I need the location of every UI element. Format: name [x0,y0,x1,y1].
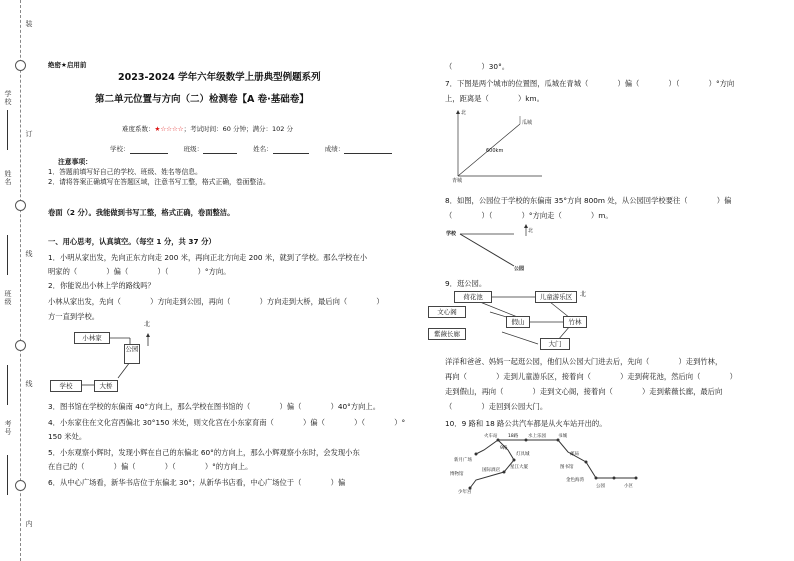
binding-side-label: 考号 [4,420,12,436]
question-line: 再向（ ）走到儿童游乐区，接着向（ ）走到荷花池，然后向（ ） [445,372,737,381]
q9-bamboo: 竹林 [563,316,587,328]
q7-distance: 600km [486,148,504,154]
binding-side-blank [7,235,8,275]
q2-home-box: 小林家 [74,332,110,344]
notes-heading: 注意事项： [58,158,92,166]
question-line: 6．从中心广场看，新华书店位于东偏北 30°；从新华书店看，中心广场位于（ ）偏 [48,478,346,487]
binding-side-blank [7,365,8,405]
question-line: 小林从家出发，先向（ ）方向走到公园，再向（ ）方向走到大桥，最后向（ ） [48,297,384,306]
q10-stop: 水上乐园 [528,434,546,439]
field-score-blank[interactable] [344,145,392,154]
question-line: 3．图书馆在学校的东偏南 40°方向上，那么学校在图书馆的（ ）偏（ ）40°方向上。 [48,402,380,411]
q8-park: 公园 [514,266,525,272]
q8-north: 北 [528,228,534,234]
star-filled-icon: ★ [154,125,161,133]
q7-city-b: 青城 [452,178,463,184]
q10-stop: 公园 [596,484,605,489]
field-class-label: 班级： [183,145,204,153]
question-line: （ ）走回到公园大门。 [445,402,548,411]
question-line: 1．小明从家出发，先向正东方向走 200 米，再向正北方向走 200 米，就到了学校。那么学校在小 [48,253,368,262]
binding-warning: 装 订 线 线 内 [25,20,33,528]
q10-stop: 小区 [624,484,633,489]
binding-side-label: 学校 [4,90,12,106]
difficulty-label: 难度系数： [122,125,155,133]
q10-stop: 少年宫 [458,490,472,495]
question-line: 方一直到学校。 [48,312,100,321]
question-line: 明家的（ ）偏（ ）（ ）°方向。 [48,267,231,276]
binding-side-label: 姓名 [4,170,12,186]
question-line: （ ）30°。 [445,62,510,71]
q10-stop: 国际酒店 [482,468,500,473]
q7-north-label: 北 [461,110,467,116]
question-line: （ ）（ ）°方向走（ ）m。 [445,211,613,220]
q2-park-box: 公园 [124,344,140,364]
question-line: 在自己的（ ）偏（ ）（ ）°的方向上。 [48,462,253,471]
question-line: 走到假山，再向（ ）走到文心阁，接着向（ ）走到紫薇长廊，最后向 [445,387,723,396]
field-school-label: 学校： [110,145,130,153]
question-line: 7．下图是两个城市的位置图，瓜城在青城（ ）偏（ ）（ ）°方向 [445,79,735,88]
star-empty-icon: ☆☆☆☆ [160,125,184,133]
q10-route-9: 9路 [500,446,508,451]
q10-stop: 金色海湾 [566,478,584,483]
field-school-blank[interactable] [130,145,168,154]
q9-wenxin: 文心阁 [428,306,466,318]
q9-gate: 大门 [540,338,570,350]
field-name-label: 姓名： [253,145,273,153]
page-title: 2023-2024 学年六年级数学上册典型例题系列 [118,72,321,83]
question-line: 5．小东观察小辉时，发现小辉在自己的东偏北 60°的方向上，那么小辉观察小东时，会发现小东 [48,448,360,457]
question-line: 10．9 路和 18 路公共汽车都是从火车站开出的。 [445,419,607,428]
q9-lotus: 荷花池 [454,291,492,303]
q9-kids-area: 儿童游乐区 [535,291,577,303]
q10-stop: 新月广场 [454,458,472,463]
field-score-label: 成绩： [324,145,345,153]
q9-park-map [434,288,620,353]
student-fields [110,144,392,154]
question-line: 洋洋和爸爸、妈妈一起逛公园，他们从公园大门进去后，先向（ ）走到竹林， [445,357,723,366]
field-class-blank[interactable] [203,145,237,154]
question-line: 150 米处。 [48,432,87,441]
secret-label: 绝密★启用前 [48,61,87,69]
binding-dashed-line [20,0,21,561]
question-line: 9．逛公园。 [445,279,487,288]
q10-stop: 星江大厦 [510,465,528,470]
note-item: 2．请将答案正确填写在答题区域，注意书写工整，格式正确，卷面整洁。 [48,178,270,186]
q9-ziwei: 紫薇长廊 [428,328,466,340]
q10-stop: 灯具城 [516,452,530,457]
exam-info: ；考试时间：60 分钟；满分：102 分 [183,125,293,133]
q8-school: 学校 [446,231,457,237]
q2-school-box: 学校 [50,380,82,392]
q9-north-label: 北 [580,291,587,298]
q7-city-a: 瓜城 [522,120,533,126]
question-line: 2．你能说出小林上学的路线吗？ [48,281,155,290]
binding-side-blank [7,455,8,495]
binding-side-label: 班级 [4,290,12,306]
q10-route-18: 18路 [508,434,519,439]
q10-stop: 图书馆 [560,465,574,470]
difficulty-row [122,124,293,134]
q10-stop: 博物馆 [450,472,464,477]
page-subtitle: 第二单元位置与方向（二）检测卷【A 卷·基础卷】 [95,94,309,105]
question-line: 8．如图，公园位于学校的东偏南 35°方向 800m 处，从公园回学校要往（ ）偏 [445,196,732,205]
q7-city-map [450,108,550,188]
question-line: 4．小东家住在文化宫西偏北 30°150 米处，则文化宫在小东家育南（ ）偏（ ）（ ）° [48,418,406,427]
q2-north-label: 北 [144,321,151,328]
binding-side-blank [7,110,8,150]
note-item: 1．答题前填写好自己的学校、班级、姓名等信息。 [48,168,202,176]
q2-route-map [48,321,168,394]
q10-stop: 火车站 [484,434,498,439]
section-heading: 一、用心思考，认真填空。（每空 1 分，共 37 分） [48,237,216,246]
q10-stop: 书城 [558,434,567,439]
neatness-note: 卷面（2 分）。我能做到书写工整，格式正确，卷面整洁。 [48,208,235,217]
q10-stop: 邮局 [570,452,579,457]
question-line: 上，距离是（ ）km。 [445,94,544,103]
q10-routes [446,430,646,496]
q2-bridge-box: 大桥 [94,380,118,392]
q8-school-park-map [446,224,536,274]
q9-rockery: 假山 [506,316,530,328]
q10-bus-route-map [446,430,646,496]
field-name-blank[interactable] [273,145,309,154]
